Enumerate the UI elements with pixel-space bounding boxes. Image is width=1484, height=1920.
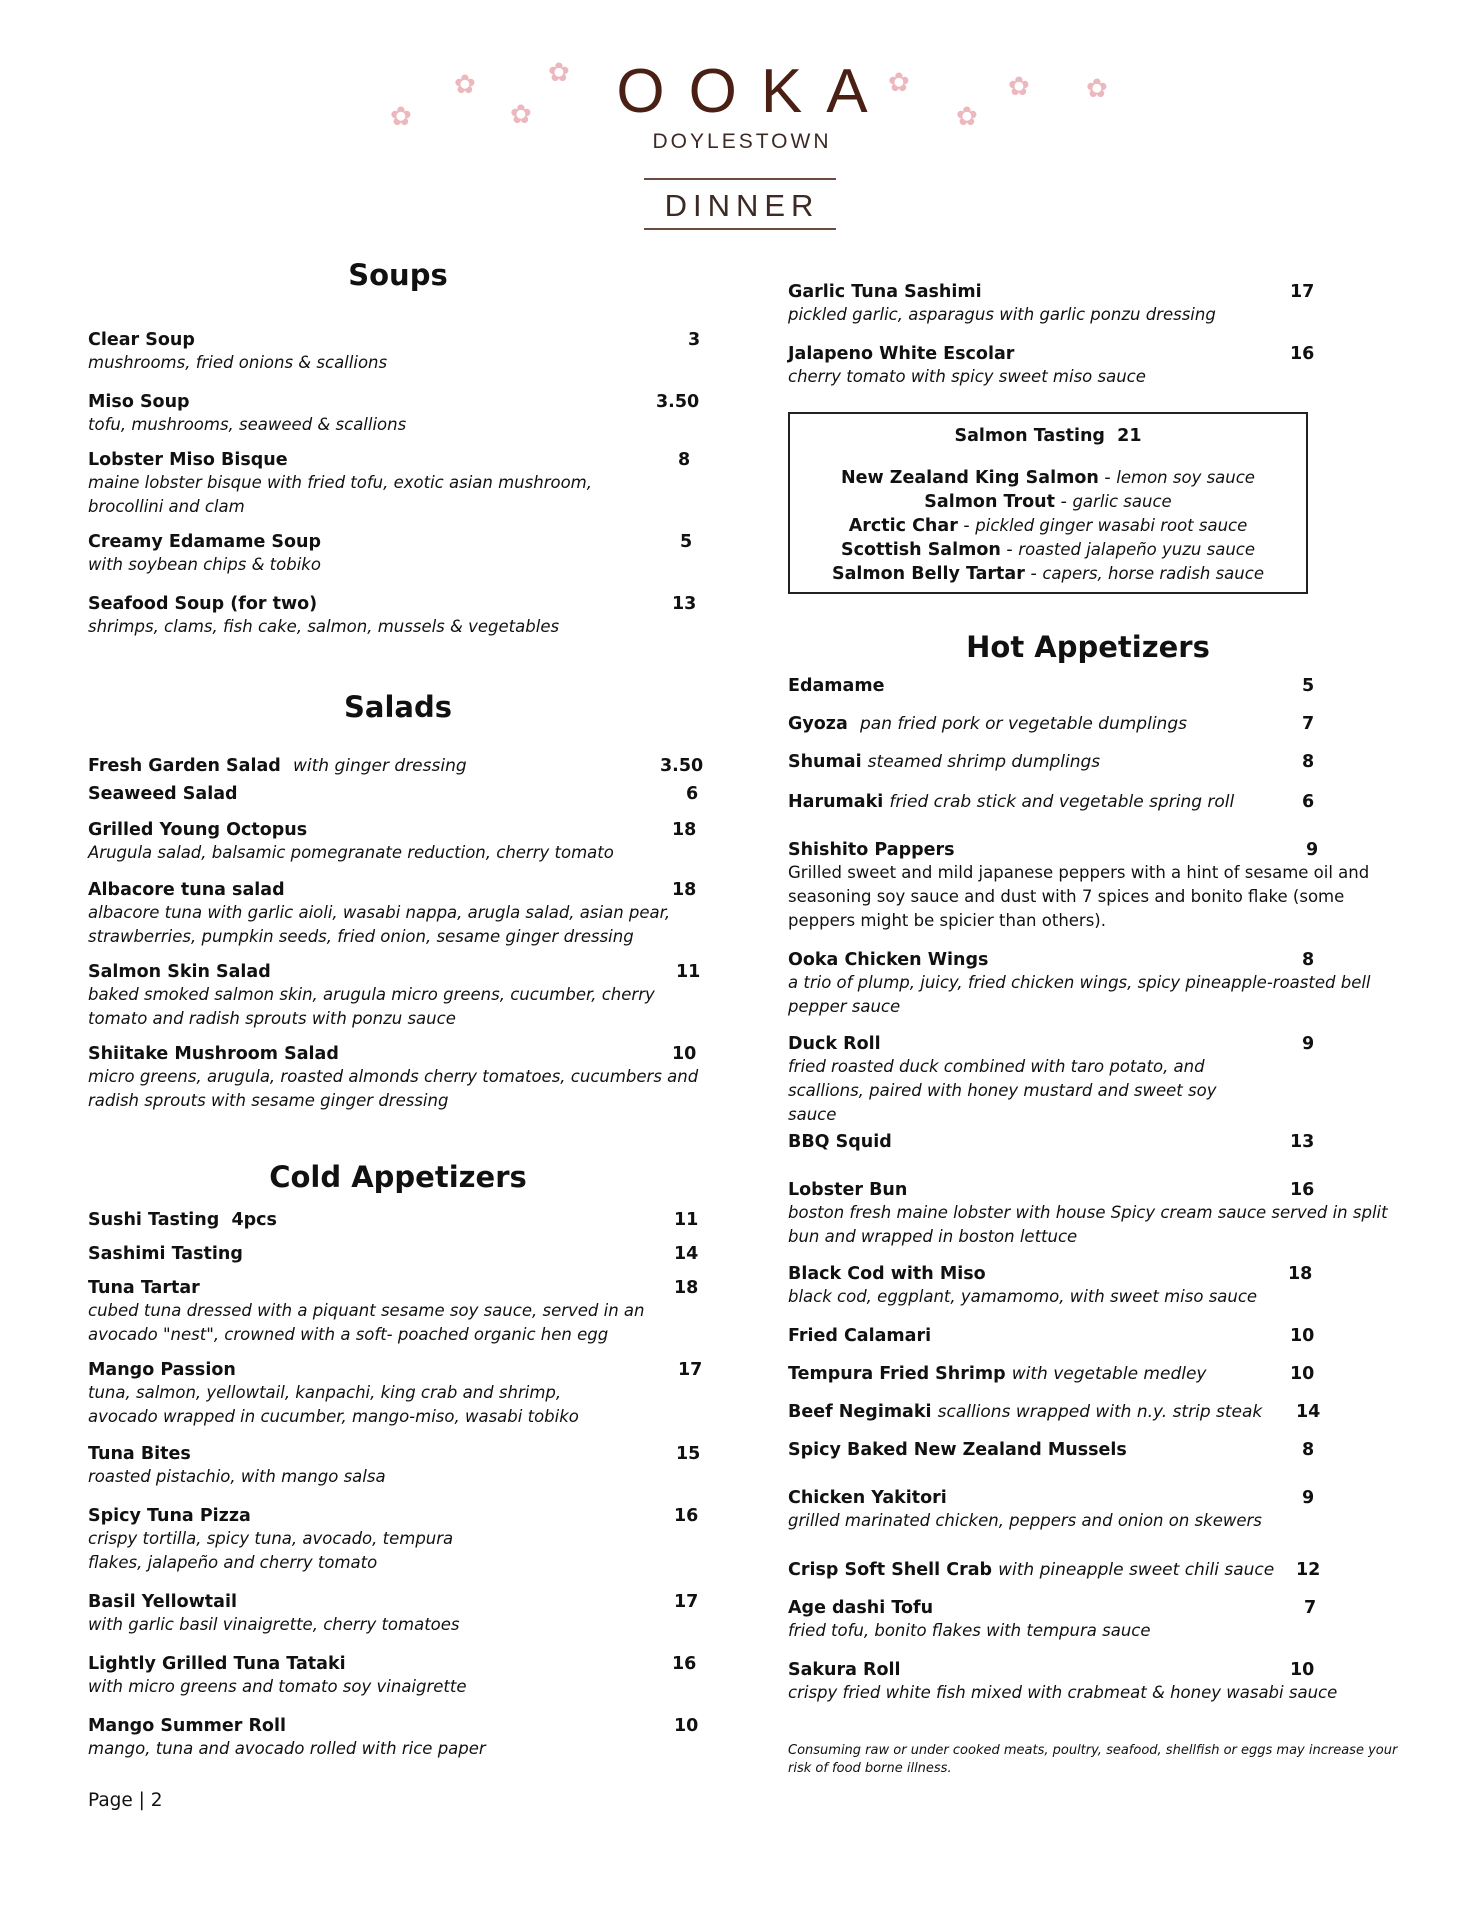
item-name — [788, 792, 1388, 812]
menu-item — [88, 1360, 708, 1429]
cherry-blossom-icon: ✿ — [390, 102, 412, 132]
item-name: Black Cod with Miso — [788, 1264, 986, 1284]
item-price: 16 — [1290, 344, 1315, 364]
item-price: 3 — [688, 330, 701, 350]
tasting-fish: Arctic Char — [848, 516, 958, 536]
menu-item — [88, 450, 708, 519]
menu-item — [88, 1210, 708, 1230]
item-price: 3.50 — [660, 756, 704, 776]
cherry-blossom-icon: ✿ — [1008, 72, 1030, 102]
tasting-sauce: roasted jalapeño yuzu sauce — [1018, 540, 1255, 559]
menu-item — [788, 1034, 1388, 1127]
menu-item — [788, 1660, 1388, 1705]
item-name: Edamame — [788, 676, 885, 696]
brand-logo: OOKA — [616, 57, 892, 126]
item-name-text: Shumai — [788, 752, 862, 772]
item-price: 14 — [1296, 1402, 1321, 1422]
item-price: 7 — [1302, 714, 1315, 734]
item-price: 15 — [676, 1444, 701, 1464]
item-name: Shishito Pappers — [788, 840, 955, 860]
item-price: 8 — [678, 450, 691, 470]
divider — [644, 178, 836, 180]
item-inline-note: scallions wrapped with n.y. strip steak — [937, 1402, 1263, 1422]
menu-item — [788, 1598, 1388, 1643]
item-price: 9 — [1302, 1034, 1315, 1054]
tasting-sauce: lemon soy sauce — [1116, 468, 1255, 487]
item-price: 5 — [1302, 676, 1315, 696]
item-name: Miso Soup — [88, 392, 190, 412]
item-name: Tuna Tartar — [88, 1278, 200, 1298]
menu-item — [88, 880, 708, 949]
item-description: pickled garlic, asparagus with garlic ponzu dressing — [788, 305, 1216, 324]
tasting-line: Arctic Char - pickled ginger wasabi root sauce — [848, 516, 1248, 536]
item-description: with garlic basil vinaigrette, cherry tomatoes — [88, 1615, 460, 1634]
menu-item — [788, 1440, 1388, 1460]
item-description: with micro greens and tomato soy vinaigrette — [88, 1677, 467, 1696]
item-description: fried roasted duck combined with taro potato, and scallions, paired with honey mustard and sweet soy sauce — [788, 1057, 1217, 1124]
item-name — [788, 714, 1388, 734]
cherry-blossom-icon: ✿ — [1086, 74, 1108, 104]
item-description: micro greens, arugula, roasted almonds cherry tomatoes, cucumbers and radish sprouts with sesame ginger dressing — [88, 1067, 699, 1110]
item-name-text: Beef Negimaki — [788, 1402, 932, 1422]
item-price: 6 — [686, 784, 699, 804]
item-name — [788, 752, 1388, 772]
item-name: Basil Yellowtail — [88, 1592, 237, 1612]
item-inline-note: with ginger dressing — [293, 756, 467, 776]
menu-item — [88, 1506, 708, 1575]
page-number: Page | 2 — [88, 1790, 163, 1811]
item-name-text: Harumaki — [788, 792, 884, 812]
item-description: cubed tuna dressed with a piquant sesame soy sauce, served in an avocado "nest", crowned with a soft- poached organic hen egg — [88, 1301, 645, 1344]
menu-item — [788, 792, 1388, 812]
item-price: 17 — [678, 1360, 703, 1380]
item-name: Sashimi Tasting — [88, 1244, 243, 1264]
item-description: baked smoked salmon skin, arugula micro greens, cucumber, cherry tomato and radish sprouts with ponzu sauce — [88, 985, 655, 1028]
item-description: albacore tuna with garlic aioli, wasabi nappa, arugla salad, asian pear, strawberries, pumpkin seeds, fried onion, sesame ginger dressing — [88, 903, 671, 946]
item-description: black cod, eggplant, yamamomo, with sweet miso sauce — [788, 1287, 1258, 1306]
item-description: roasted pistachio, with mango salsa — [88, 1467, 386, 1486]
item-price: 9 — [1302, 1488, 1315, 1508]
item-price: 5 — [680, 532, 693, 552]
item-price: 17 — [1290, 282, 1315, 302]
item-name: Albacore tuna salad — [88, 880, 285, 900]
item-description: grilled marinated chicken, peppers and onion on skewers — [788, 1511, 1262, 1530]
item-name: Age dashi Tofu — [788, 1598, 934, 1618]
menu-item — [788, 1402, 1388, 1422]
item-price: 18 — [674, 1278, 699, 1298]
section-title-salads: Salads — [344, 690, 452, 724]
item-name: Grilled Young Octopus — [88, 820, 308, 840]
item-name: Sakura Roll — [788, 1660, 901, 1680]
item-description: a trio of plump, juicy, fried chicken wings, spicy pineapple-roasted bell pepper sauce — [788, 973, 1371, 1016]
item-name: Tuna Bites — [88, 1444, 191, 1464]
item-name: Lightly Grilled Tuna Tataki — [88, 1654, 346, 1674]
cherry-blossom-icon: ✿ — [956, 102, 978, 132]
item-price: 8 — [1302, 950, 1315, 970]
item-price: 10 — [1290, 1326, 1315, 1346]
item-name-text: Crisp Soft Shell Crab — [788, 1560, 993, 1580]
item-price: 10 — [672, 1044, 697, 1064]
item-price: 16 — [674, 1506, 699, 1526]
item-price: 13 — [1290, 1132, 1315, 1152]
menu-item — [788, 1180, 1388, 1249]
item-price: 16 — [1290, 1180, 1315, 1200]
section-title-soups: Soups — [348, 258, 448, 292]
item-price: 18 — [672, 880, 697, 900]
item-price: 9 — [1306, 840, 1319, 860]
menu-item — [88, 1444, 708, 1489]
item-description: tuna, salmon, yellowtail, kanpachi, king crab and shrimp, avocado wrapped in cucumber, mango-miso, wasabi tobiko — [88, 1383, 579, 1426]
item-price: 8 — [1302, 1440, 1315, 1460]
item-name-text: Gyoza — [788, 714, 848, 734]
item-name: Garlic Tuna Sashimi — [788, 282, 982, 302]
item-description: Arugula salad, balsamic pomegranate reduction, cherry tomato — [88, 843, 614, 862]
menu-item — [88, 594, 708, 639]
item-name: Chicken Yakitori — [788, 1488, 947, 1508]
menu-item — [788, 752, 1388, 772]
item-name: Mango Passion — [88, 1360, 236, 1380]
item-price: 10 — [674, 1716, 699, 1736]
menu-item — [88, 1716, 708, 1761]
health-notice: Consuming raw or under cooked meats, poultry, seafood, shellfish or eggs may increase your risk of food borne illness. — [788, 1743, 1398, 1776]
menu-item — [88, 532, 708, 577]
item-description: crispy tortilla, spicy tuna, avocado, tempura flakes, jalapeño and cherry tomato — [88, 1529, 454, 1572]
item-price: 10 — [1290, 1660, 1315, 1680]
menu-item — [788, 1326, 1388, 1346]
item-inline-note: with pineapple sweet chili sauce — [998, 1560, 1275, 1580]
menu-item — [788, 1364, 1388, 1384]
item-price: 11 — [676, 962, 701, 982]
menu-item — [88, 784, 708, 804]
location-name: DOYLESTOWN — [652, 130, 832, 153]
tasting-line: New Zealand King Salmon - lemon soy sauce — [841, 468, 1255, 488]
item-name: Duck Roll — [788, 1034, 881, 1054]
item-price: 10 — [1290, 1364, 1315, 1384]
item-name: BBQ Squid — [788, 1132, 892, 1152]
item-name: Seaweed Salad — [88, 784, 238, 804]
menu-item — [788, 950, 1388, 1019]
divider — [644, 228, 836, 230]
item-inline-note: fried crab stick and vegetable spring roll — [889, 792, 1235, 812]
item-name: Lobster Bun — [788, 1180, 908, 1200]
menu-item — [88, 1044, 708, 1113]
item-description: Grilled sweet and mild japanese peppers with a hint of sesame oil and seasoning soy sauce and dust with 7 spices and bonito flake (some peppers might be spicier than others). — [788, 863, 1370, 930]
item-inline-note: with vegetable medley — [1011, 1364, 1207, 1384]
item-price: 13 — [672, 594, 697, 614]
item-name: Seafood Soup (for two) — [88, 594, 318, 614]
tasting-sauce: pickled ginger wasabi root sauce — [975, 516, 1248, 535]
item-name-text: Fresh Garden Salad — [88, 756, 281, 776]
item-price: 11 — [674, 1210, 699, 1230]
menu-name: DINNER — [664, 188, 820, 223]
menu-item — [788, 1488, 1388, 1533]
item-price: 3.50 — [656, 392, 700, 412]
item-name: Ooka Chicken Wings — [788, 950, 989, 970]
menu-item — [788, 1264, 1388, 1309]
menu-item — [88, 392, 708, 437]
menu-item — [88, 1278, 708, 1347]
item-description: with soybean chips & tobiko — [88, 555, 321, 574]
item-description: maine lobster bisque with fried tofu, exotic asian mushroom, brocollini and clam — [88, 473, 592, 516]
item-name: Sushi Tasting 4pcs — [88, 1210, 277, 1230]
cherry-blossom-icon: ✿ — [454, 70, 476, 100]
item-name: Mango Summer Roll — [88, 1716, 286, 1736]
menu-item — [88, 1654, 708, 1699]
item-name-text: Tempura Fried Shrimp — [788, 1364, 1006, 1384]
item-name: Spicy Baked New Zealand Mussels — [788, 1440, 1127, 1460]
cherry-blossom-icon: ✿ — [548, 58, 570, 88]
item-name: Lobster Miso Bisque — [88, 450, 288, 470]
cherry-blossom-icon: ✿ — [510, 100, 532, 130]
section-title-hot-appetizers: Hot Appetizers — [966, 630, 1210, 664]
item-price: 17 — [674, 1592, 699, 1612]
tasting-line: Scottish Salmon - roasted jalapeño yuzu sauce — [841, 540, 1255, 560]
item-description: mushrooms, fried onions & scallions — [88, 353, 388, 372]
item-name: Spicy Tuna Pizza — [88, 1506, 251, 1526]
menu-item — [88, 820, 708, 865]
item-inline-note: steamed shrimp dumplings — [867, 752, 1101, 772]
item-price: 18 — [672, 820, 697, 840]
menu-item — [88, 756, 708, 776]
menu-item — [788, 282, 1388, 327]
tasting-title: Salmon Tasting 21 — [954, 426, 1142, 446]
menu-item — [88, 330, 708, 375]
item-description: crispy fried white fish mixed with crabmeat & honey wasabi sauce — [788, 1683, 1338, 1702]
tasting-fish: Salmon Trout — [924, 492, 1055, 512]
item-price: 18 — [1288, 1264, 1313, 1284]
menu-item — [788, 1560, 1388, 1580]
item-description: boston fresh maine lobster with house Spicy cream sauce served in split bun and wrapped in boston lettuce — [788, 1203, 1388, 1246]
item-name: Shiitake Mushroom Salad — [88, 1044, 339, 1064]
tasting-line: Salmon Trout - garlic sauce — [924, 492, 1172, 512]
salmon-tasting-box — [788, 412, 1308, 594]
tasting-fish: Scottish Salmon — [841, 540, 1001, 560]
item-price: 14 — [674, 1244, 699, 1264]
item-price: 16 — [672, 1654, 697, 1674]
menu-item — [788, 714, 1388, 734]
item-price: 6 — [1302, 792, 1315, 812]
item-price: 8 — [1302, 752, 1315, 772]
item-description: fried tofu, bonito flakes with tempura sauce — [788, 1621, 1151, 1640]
menu-item — [88, 962, 708, 1031]
section-title-cold-appetizers: Cold Appetizers — [269, 1160, 527, 1194]
item-name — [88, 756, 708, 776]
item-price: 7 — [1304, 1598, 1317, 1618]
item-price: 12 — [1296, 1560, 1321, 1580]
item-name: Clear Soup — [88, 330, 195, 350]
cherry-blossom-icon: ✿ — [888, 68, 910, 98]
menu-item — [788, 1132, 1388, 1152]
tasting-fish: New Zealand King Salmon — [841, 468, 1099, 488]
menu-header — [0, 0, 1484, 240]
item-description: cherry tomato with spicy sweet miso sauce — [788, 367, 1146, 386]
item-name: Salmon Skin Salad — [88, 962, 271, 982]
item-description: mango, tuna and avocado rolled with rice paper — [88, 1739, 486, 1758]
item-inline-note: pan fried pork or vegetable dumplings — [859, 714, 1187, 734]
menu-item — [788, 344, 1388, 389]
tasting-fish: Salmon Belly Tartar — [832, 564, 1025, 584]
item-description: shrimps, clams, fish cake, salmon, mussels & vegetables — [88, 617, 560, 636]
tasting-line: Salmon Belly Tartar - capers, horse radish sauce — [832, 564, 1264, 584]
item-name: Fried Calamari — [788, 1326, 932, 1346]
menu-item — [788, 676, 1388, 696]
menu-item — [88, 1244, 708, 1264]
item-name: Jalapeno White Escolar — [788, 344, 1015, 364]
menu-item — [788, 840, 1388, 933]
menu-item — [88, 1592, 708, 1637]
tasting-sauce: garlic sauce — [1072, 492, 1172, 511]
tasting-sauce: capers, horse radish sauce — [1042, 564, 1264, 583]
item-description: tofu, mushrooms, seaweed & scallions — [88, 415, 407, 434]
item-name: Creamy Edamame Soup — [88, 532, 322, 552]
